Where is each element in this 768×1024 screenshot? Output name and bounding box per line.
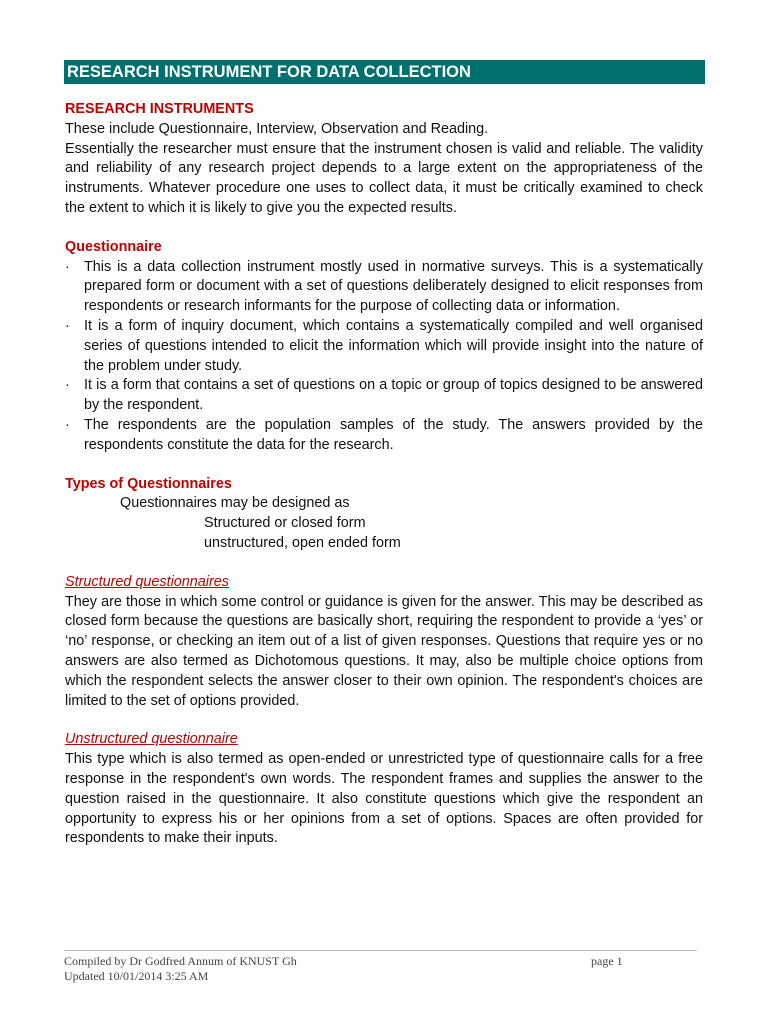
bullet-icon: · (65, 258, 70, 275)
structured-paragraph: They are those in which some control or guidance is given for the answer. This may be described as closed form because the questions are basically short, requiring the respondent to provide a ‘yes’ or ‘no’ response, or checking an item out of a list of given responses. Questions that require yes or no answers are also termed as Dichotomous questions. It may, also be multiple choice options from which the respondent selects the answer closer to their own opinion. The respondent's choices are limited to the set of options provided. (65, 593, 703, 709)
bullet-text: This is a data collection instrument mostly used in normative surveys. This is a systematically prepared form or document with a set of questions deliberately designed to elicit responses from respondents or research informants for the purpose of collecting data or information. (84, 258, 703, 315)
footer-divider (64, 950, 697, 951)
document-title-banner: RESEARCH INSTRUMENT FOR DATA COLLECTION (64, 60, 705, 84)
bullet-icon: · (65, 416, 70, 433)
list-item (65, 376, 703, 416)
list-item (65, 317, 703, 376)
bullet-icon: · (65, 377, 70, 394)
section-heading-research-instruments: RESEARCH INSTRUMENTS (65, 101, 254, 117)
unstructured-paragraph: This type which is also termed as open-ended or unrestricted type of questionnaire calls for a free response in the respondent's own words. The respondent frames and supplies the answer to the question raised in the questionnaire. It also constitute questions which give the respondent an opportunity to express his or her opinions from a set of options. Spaces are often provided for respondents to make their inputs. (65, 751, 703, 847)
section-heading-questionnaire: Questionnaire (65, 238, 162, 255)
list-item (65, 416, 703, 456)
instruments-paragraph: Essentially the researcher must ensure that the instrument chosen is valid and reliable. The validity and reliability of any research project depends to a large extent on the appropriateness of the instruments. Whatever procedure one uses to collect data, it must be critically examined to check the extent to which it is likely to give you the expected results. (65, 140, 703, 216)
bullet-text: It is a form that contains a set of questions on a topic or group of topics designed to be answered by the respondent. (84, 377, 703, 414)
types-intro: Questionnaires may be designed as (120, 495, 350, 512)
footer-compiled-by: Compiled by Dr Godfred Annum of KNUST Gh (64, 954, 297, 968)
section-heading-structured: Structured questionnaires (65, 573, 229, 590)
list-item (65, 258, 703, 317)
types-item-structured: Structured or closed form (204, 515, 366, 532)
types-item-unstructured: unstructured, open ended form (204, 534, 401, 551)
footer-page-number: page 1 (591, 954, 623, 968)
bullet-icon: · (65, 317, 70, 334)
footer-updated: Updated 10/01/2014 3:25 AM (64, 968, 209, 983)
bullet-text: The respondents are the population samples of the study. The answers provided by the respondents constitute the data for the research. (84, 416, 703, 453)
instruments-list-line: These include Questionnaire, Interview, Observation and Reading. (65, 120, 489, 137)
section-heading-types: Types of Questionnaires (65, 475, 232, 492)
page-footer (64, 954, 697, 983)
bullet-text: It is a form of inquiry document, which contains a systematically compiled and well organised series of questions intended to elicit the information which will provide insight into the nature of the problem under study. (84, 317, 703, 374)
section-heading-unstructured: Unstructured questionnaire (65, 731, 238, 748)
questionnaire-bullet-list (65, 258, 703, 456)
document-body (65, 100, 703, 849)
